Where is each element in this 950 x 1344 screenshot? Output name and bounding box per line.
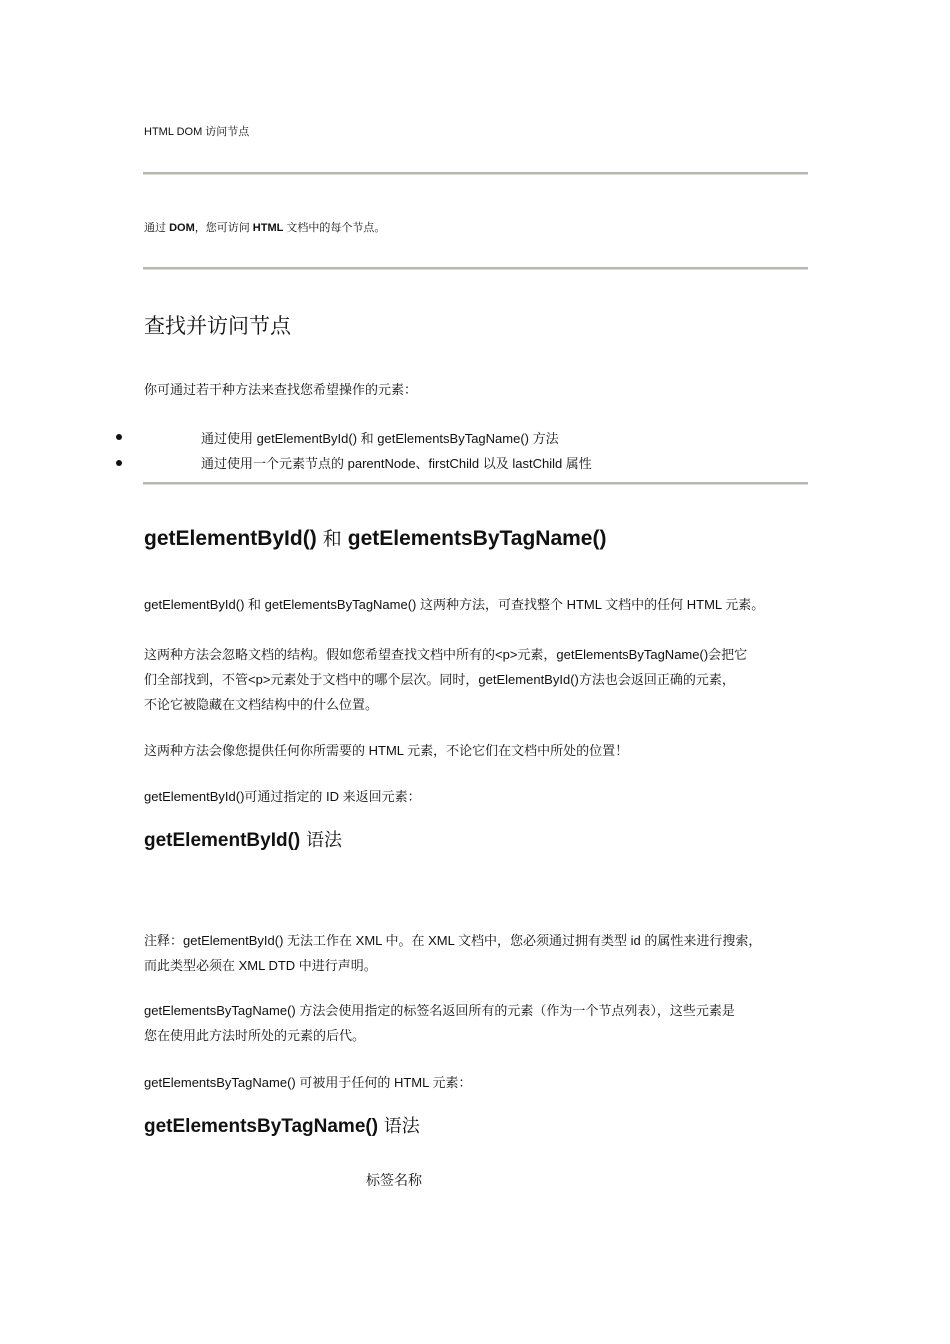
bullet-item-2: 通过使用一个元素节点的 parentNode、firstChild 以及 lastChild 属性 bbox=[201, 456, 592, 471]
intro-post: 文档中的每个节点。 bbox=[283, 222, 386, 234]
section-heading-find-nodes: 查找并访问节点 bbox=[144, 314, 291, 338]
paragraph-getelementsbytagname-usage: getElementsByTagName() 可被用于任何的 HTML 元素： bbox=[144, 1075, 472, 1090]
heading-code-getelementsbytagname: getElementsByTagName() bbox=[347, 527, 607, 550]
heading-conjunction: 和 bbox=[316, 528, 348, 550]
paragraph-line: 注释：getElementById() 无法工作在 XML 中。在 XML 文档中，您必须通过拥有类型 id 的属性来进行搜索， bbox=[144, 933, 762, 948]
bullet-item-1: 通过使用 getElementById() 和 getElementsByTagName() 方法 bbox=[201, 431, 559, 446]
syntax-label: 语法 bbox=[378, 1116, 420, 1137]
tag-name-label: 标签名称 bbox=[366, 1173, 422, 1189]
paragraph-any-element: 这两种方法会像您提供任何你所需要的 HTML 元素，不论它们在文档中所处的位置！ bbox=[144, 743, 629, 758]
divider bbox=[143, 482, 808, 485]
paragraph-methods-intro: getElementById() 和 getElementsByTagName() 这两种方法，可查找整个 HTML 文档中的任何 HTML 元素。 bbox=[144, 597, 765, 612]
bullet-dot bbox=[116, 460, 122, 466]
heading-code-getelementbyid: getElementById() bbox=[144, 527, 317, 550]
paragraph-getelementbyid-desc: getElementById()可通过指定的 ID 来返回元素： bbox=[144, 789, 421, 804]
paragraph-line: 不论它被隐藏在文档结构中的什么位置。 bbox=[144, 697, 379, 712]
paragraph-line: getElementsByTagName() 方法会使用指定的标签名返回所有的元素（作为一个节点列表），这些元素是 bbox=[144, 1003, 735, 1018]
paragraph-line: 而此类型必须在 XML DTD 中进行声明。 bbox=[144, 958, 377, 973]
intro-text bbox=[144, 219, 385, 235]
intro-bold-dom: DOM bbox=[169, 222, 195, 234]
doc-title: HTML DOM 访问节点 bbox=[144, 126, 250, 138]
syntax-code: getElementsByTagName() bbox=[144, 1116, 379, 1137]
note-xml bbox=[144, 928, 808, 978]
paragraph-ignore-structure bbox=[144, 642, 808, 717]
bullet-dot bbox=[116, 434, 122, 440]
paragraph-line: 这两种方法会忽略文档的结构。假如您希望查找文档中所有的<p>元素，getElementsByTagName()会把它 bbox=[144, 647, 748, 662]
divider bbox=[143, 267, 808, 270]
syntax-heading-getelementbyid bbox=[144, 826, 342, 852]
section-heading-methods bbox=[144, 524, 606, 551]
syntax-heading-getelementsbytagname bbox=[144, 1112, 420, 1138]
syntax-code: getElementById() bbox=[144, 830, 301, 851]
paragraph-getelementsbytagname-desc bbox=[144, 998, 808, 1048]
divider bbox=[143, 172, 808, 175]
paragraph-line: 们全部找到，不管<p>元素处于文档中的哪个层次。同时，getElementById()方法也会返回正确的元素， bbox=[144, 672, 735, 687]
intro-mid: ，您可访问 bbox=[194, 222, 253, 234]
intro-bold-html: HTML bbox=[252, 222, 284, 234]
section1-lead: 你可通过若干种方法来查找您希望操作的元素： bbox=[144, 383, 418, 398]
syntax-label: 语法 bbox=[300, 830, 342, 851]
intro-pre: 通过 bbox=[144, 222, 170, 234]
paragraph-line: 您在使用此方法时所处的元素的后代。 bbox=[144, 1028, 366, 1043]
